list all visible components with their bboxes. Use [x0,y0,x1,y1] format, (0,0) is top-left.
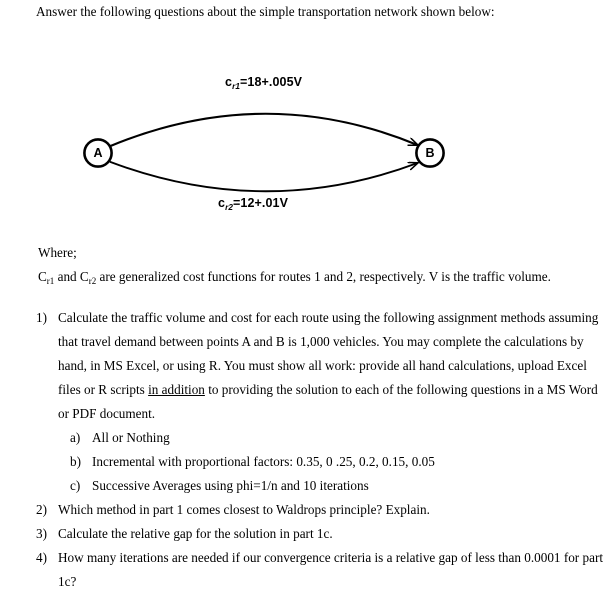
where-c2-subscript: r2 [88,276,97,286]
where-block [38,241,604,290]
edge-route-1-label [225,75,302,89]
where-heading: Where; [38,245,77,260]
edge-route-1-label-suffix: =18+.005V [240,75,303,89]
edge-route-2-label-prefix: c [218,196,226,210]
edge-route-1-label-prefix: c [225,75,233,89]
question-item-1 [36,306,606,498]
question-3-marker: 3) [36,526,47,541]
question-1b-text: Incremental with proportional factors: 0.35, 0 .25, 0.2, 0.15, 0.05 [92,454,435,469]
node-b-label: B [425,146,435,160]
question-2-text: Which method in part 1 comes closest to Waldrops principle? Explain. [58,502,430,517]
question-1-sublist [58,426,606,498]
question-1-text-part-2: to providing the solution to each of the following questions in a MS Word or PDF document. [58,382,598,421]
question-1-body [58,306,606,498]
where-c1-symbol: C [38,269,47,284]
question-1c-text: Successive Averages using phi=1/n and 10 iterations [92,478,369,493]
question-1-text-part-1: Calculate the traffic volume and cost for each route using the following assignment methods assuming that travel demand between points A and B is 1,000 vehicles. You may complete the calculations by hand, in MS Excel, or using R. You must show all work: provide all hand calculations, upload Excel files or R scripts [58,310,599,397]
edge-route-2-label [218,196,288,210]
edge-route-1-label-subscript: r1 [232,81,241,91]
edge-route-2-label-subscript: r2 [225,202,234,212]
question-item-2 [36,498,606,522]
node-a-label: A [93,146,103,160]
where-c1-subscript: r1 [46,276,55,286]
question-1-marker: 1) [36,310,47,325]
where-description: are generalized cost functions for routes 1 and 2, respectively. V is the traffic volume. [96,269,551,284]
question-item-3 [36,522,606,546]
question-3-text: Calculate the relative gap for the solution in part 1c. [58,526,333,541]
where-conjunction: and C [54,269,89,284]
question-1c-marker: c) [70,478,81,493]
question-1-underlined-phrase: in addition [148,382,205,397]
question-1b-marker: b) [70,454,81,469]
question-4-marker: 4) [36,550,47,565]
edge-route-1-path [111,114,418,146]
question-1a-text: All or Nothing [92,430,170,445]
question-4-text: How many iterations are needed if our convergence criteria is a relative gap of less than 0.0001 for part 1c? [58,550,603,589]
question-item-1c [70,474,606,498]
where-definition [38,265,604,290]
question-item-1b [70,450,606,474]
edge-route-2-label-suffix: =12+.01V [233,196,289,210]
question-1a-marker: a) [70,430,81,445]
question-list [36,306,606,594]
edge-route-2-path [111,162,418,191]
question-item-1a [70,426,606,450]
intro-text: Answer the following questions about the simple transportation network shown below: [36,4,495,19]
question-2-marker: 2) [36,502,47,517]
question-item-4 [36,546,606,594]
network-diagram [60,68,460,220]
